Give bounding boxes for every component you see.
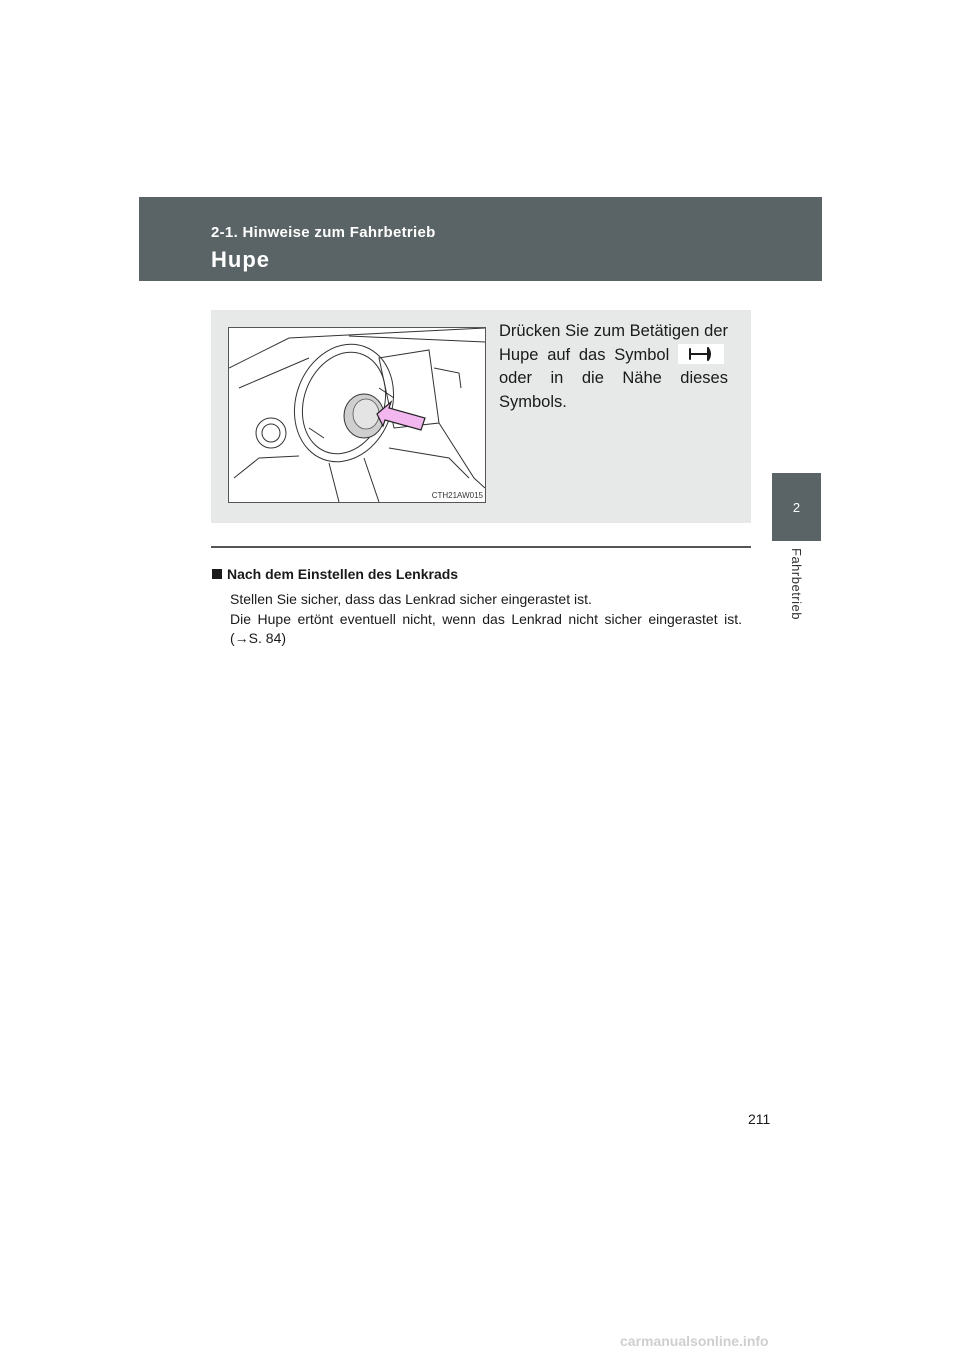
note-line-2-prefix: Die Hupe ertönt eventuell nicht, wenn das Lenkrad nicht sicher eingerastet ist. (: [230, 610, 742, 646]
bullet-square-icon: [212, 569, 222, 579]
steering-wheel-illustration: [228, 327, 486, 503]
horn-icon: [678, 344, 724, 364]
page-number: 211: [748, 1111, 771, 1127]
section-label: 2-1. Hinweise zum Fahrbetrieb: [211, 224, 436, 241]
watermark: carmanualsonline.info: [620, 1333, 769, 1349]
note-line-1: Stellen Sie sicher, dass das Lenkrad sicher eingerastet ist.: [230, 591, 592, 607]
figure-text-after-icon: oder in die Nähe dieses Symbols.: [499, 369, 728, 411]
figure-text-before-icon: Drücken Sie zum Betätigen der Hupe auf das Symbol: [499, 322, 728, 364]
chapter-number: 2: [792, 500, 801, 515]
page-reference-link[interactable]: S. 84): [248, 630, 287, 646]
steering-wheel-drawing: [229, 328, 485, 502]
note-heading: [212, 566, 458, 582]
arrow-right-icon: →: [234, 630, 249, 646]
section-divider: [211, 546, 751, 548]
figure-panel: [211, 310, 751, 523]
note-body: [230, 590, 742, 649]
illustration-code: CTH21AW015: [431, 491, 483, 500]
section-header: [139, 197, 822, 281]
page-title: Hupe: [211, 247, 270, 272]
note-heading-text: Nach dem Einstellen des Lenkrads: [227, 566, 459, 582]
chapter-label: Fahrbetrieb: [789, 548, 804, 620]
figure-description: [499, 320, 728, 414]
chapter-tab[interactable]: [772, 473, 821, 541]
note-line-2: [230, 610, 742, 649]
